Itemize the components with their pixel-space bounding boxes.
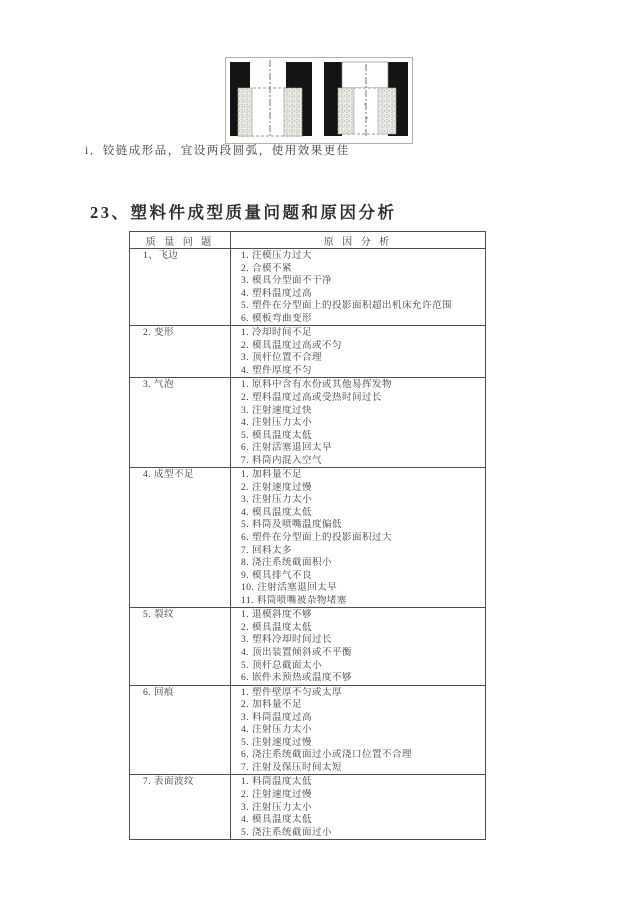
causes-cell — [231, 378, 486, 468]
cause-line: 3. 模具分型面不干净 — [241, 276, 333, 287]
hinge-mold-figure — [225, 57, 413, 144]
cause-line: 3. 顶杆位置不合理 — [241, 353, 323, 364]
mold-cross-section-diagrams — [226, 58, 410, 141]
cause-line: 5. 料筒及喷嘴温度偏低 — [241, 520, 343, 531]
cause-line: 2. 注射速度过慢 — [241, 789, 313, 800]
cause-line: 5. 塑件在分型面上的投影面积超出机床允许范围 — [241, 301, 453, 312]
cause-line: 4. 模具温度太低 — [241, 815, 313, 826]
cause-line: 2. 塑料温度过高或受热时间过长 — [241, 393, 383, 404]
cause-line: 1. 加料量不足 — [241, 470, 303, 481]
cause-line: 5. 顶杆总截面太小 — [241, 660, 323, 671]
cause-line: 11. 料筒喷嘴被杂物堵塞 — [241, 595, 347, 606]
cause-line: 6. 模板弯曲变形 — [241, 313, 313, 324]
causes-cell — [231, 608, 486, 685]
problem-cell: 3. 气泡 — [130, 378, 231, 468]
cause-line: 10. 注射活塞退回太早 — [241, 583, 338, 594]
table-row — [130, 468, 486, 608]
causes-cell — [231, 326, 486, 378]
causes-cell — [231, 468, 486, 608]
cause-line: 1. 原料中含有水份或其他易挥发物 — [241, 380, 393, 391]
causes-cell — [231, 249, 486, 326]
cause-line: 5. 模具温度太低 — [241, 430, 313, 441]
table-row — [130, 378, 486, 468]
cause-line: 3. 注射压力太小 — [241, 495, 313, 506]
cause-line: 5. 注射速度过慢 — [241, 737, 313, 748]
cause-line: 5. 浇注系统截面过小 — [241, 827, 333, 838]
table-row — [130, 685, 486, 775]
cause-line: 3. 料筒温度过高 — [241, 712, 313, 723]
table-row — [130, 608, 486, 685]
cause-line: 3. 注射压力太小 — [241, 802, 313, 813]
cause-line: 1. 冷却时间不足 — [241, 328, 313, 339]
cause-line: 6. 注射活塞退回太早 — [241, 443, 333, 454]
cause-line: 7. 回料太多 — [241, 545, 293, 556]
problem-cell: 4. 成型不足 — [130, 468, 231, 608]
col-header-analysis: 原 因 分 析 — [231, 232, 486, 249]
cause-line: 1. 料筒温度太低 — [241, 777, 313, 788]
cause-line: 7. 注射及保压时间太短 — [241, 762, 343, 773]
section-heading: 23、塑料件成型质量问题和原因分析 — [90, 203, 397, 222]
problem-cell: 7. 表面波纹 — [130, 775, 231, 840]
table-header-row — [130, 232, 486, 249]
cause-line: 6. 塑件在分型面上的投影面积过大 — [241, 533, 393, 544]
cause-line: 1. 退模斜度不够 — [241, 610, 313, 621]
quality-analysis-table — [129, 231, 486, 840]
cause-line: 4. 顶出装置倾斜或不平衡 — [241, 647, 353, 658]
problem-cell: 2. 变形 — [130, 326, 231, 378]
cause-line: 4. 注射压力太小 — [241, 725, 313, 736]
cause-line: 3. 注射速度过快 — [241, 405, 313, 416]
cause-line: 4. 塑料温度过高 — [241, 288, 313, 299]
cause-line: 2. 注射速度过慢 — [241, 482, 313, 493]
figure-caption: i．铰链成形品，宜设两段圆弧，使用效果更佳 — [85, 145, 350, 157]
table-row — [130, 775, 486, 840]
cause-line: 1. 注模压力过大 — [241, 251, 313, 261]
cause-line: 3. 塑料冷却时间过长 — [241, 635, 333, 646]
cause-line: 6. 浇注系统截面过小或浇口位置不合理 — [241, 750, 413, 761]
cause-line: 4. 塑件厚度不匀 — [241, 365, 313, 376]
cause-line: 9. 模具排气不良 — [241, 570, 313, 581]
causes-cell — [231, 775, 486, 840]
cause-line: 2. 合模不紧 — [241, 263, 293, 274]
table-row — [130, 326, 486, 378]
cause-line: 4. 模具温度太低 — [241, 507, 313, 518]
cause-line: 7. 料筒内混入空气 — [241, 455, 323, 466]
cause-line: 2. 加料量不足 — [241, 700, 303, 711]
cause-line: 4. 注射压力太小 — [241, 418, 313, 429]
causes-cell — [231, 685, 486, 775]
mold-diagram-right — [324, 62, 408, 136]
cause-line: 2. 模具温度过高或不匀 — [241, 340, 343, 351]
cause-line: 2. 模具温度太低 — [241, 622, 313, 633]
cause-line: 1. 塑件壁厚不匀或太厚 — [241, 687, 343, 698]
problem-cell: 1、飞边 — [130, 249, 231, 326]
problem-cell: 5. 裂纹 — [130, 608, 231, 685]
col-header-problem: 质 量 问 题 — [130, 232, 231, 249]
cause-line: 6. 嵌件未预热或温度不够 — [241, 673, 353, 684]
table-row — [130, 249, 486, 326]
problem-cell: 6. 回痕 — [130, 685, 231, 775]
mold-diagram-left — [230, 60, 312, 138]
cause-line: 8. 浇注系统截面积小 — [241, 558, 333, 569]
